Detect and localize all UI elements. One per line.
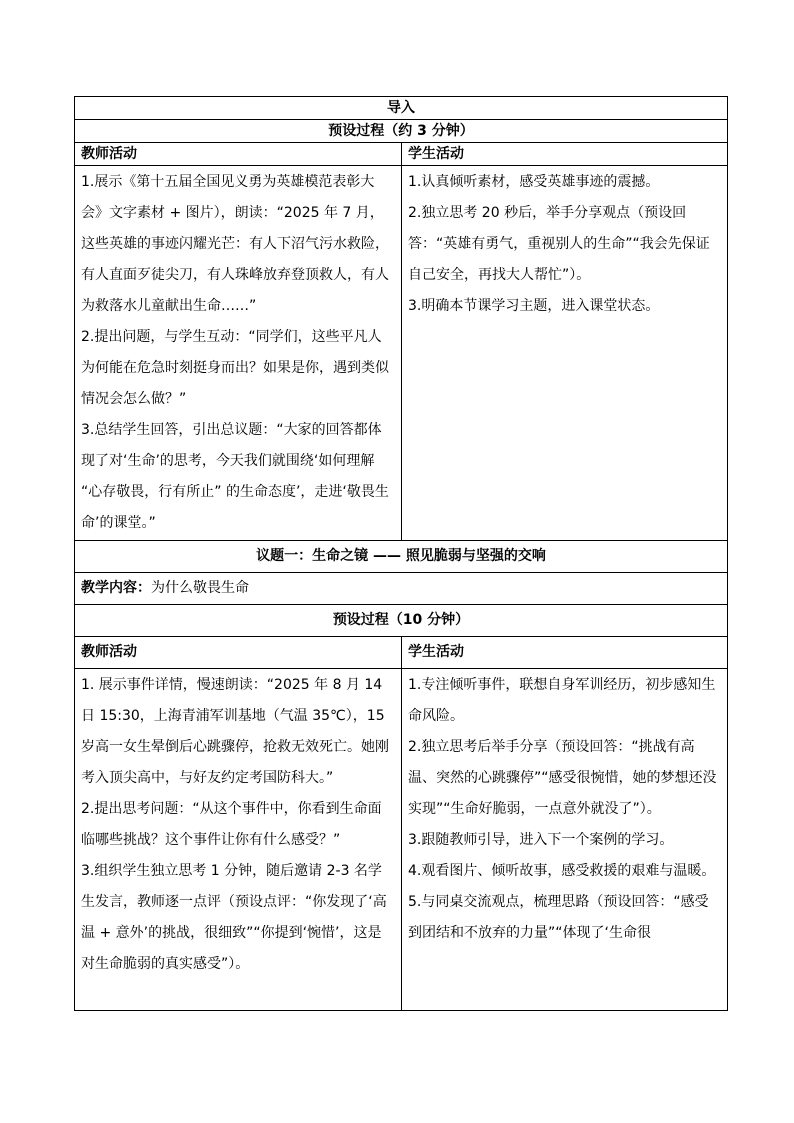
section1-header-row: [75, 637, 728, 669]
section1-student-item: 4.观看图片、倾听故事，感受救援的艰难与温暖。: [408, 863, 716, 879]
section1-title-row: [75, 541, 728, 573]
teaching-content-label: 教学内容：: [81, 580, 151, 596]
section1-teacher-cell: [75, 669, 402, 1011]
section0-teacher-cell: [75, 166, 402, 541]
section1-content-row: [75, 573, 728, 605]
section1-process-row: [75, 605, 728, 637]
section1-student-item: 5.与同桌交流观点，梳理思路（预设回答：“感受到团结和不放弃的力量”“体现了‘生命很: [408, 894, 709, 941]
section1-student-item: 3.跟随教师引导，进入下一个案例的学习。: [408, 832, 674, 848]
section0-teacher-item: 2.提出问题，与学生互动：“同学们，这些平凡人为何能在危急时刻挺身而出？如果是你，遇到类似情况会怎么做？”: [81, 329, 389, 407]
section0-teacher-item: 1.展示《第十五届全国见义勇为英雄模范表彰大会》文字素材 + 图片），朗读：“2025 年 7 月，这些英雄的事迹闪耀光芒：有人下沼气污水救险，有人直面歹徒尖刀，有人珠峰放弃登顶救人，有人为救落水儿童献出生命……”: [81, 174, 389, 314]
section0-student-item: 2.独立思考 20 秒后，举手分享观点（预设回答：“英雄有勇气，重视别人的生命”“我会先保证自己安全，再找大人帮忙”）。: [408, 205, 710, 283]
section0-process: 预设过程（约 3 分钟）: [75, 120, 728, 143]
section1-content-row-activities: [75, 669, 728, 1011]
teaching-content-value: 为什么敬畏生命: [151, 580, 249, 596]
section1-student-header: 学生活动: [402, 637, 728, 669]
section0-teacher-header: 教师活动: [75, 143, 402, 166]
section0-student-cell: [402, 166, 728, 541]
section0-title-row: [75, 97, 728, 120]
section1-process: 预设过程（10 分钟）: [75, 605, 728, 637]
section1-teacher-item: 1. 展示事件详情，慢速朗读：“2025 年 8 月 14 日 15:30，上海青浦军训基地（气温 35℃），15 岁高一女生晕倒后心跳骤停，抢救无效死亡。她刚考入顶尖高中，与好友约定考国防科大。”: [81, 677, 389, 786]
section1-teacher-header: 教师活动: [75, 637, 402, 669]
section1-teacher-item: 3.组织学生独立思考 1 分钟，随后邀请 2-3 名学生发言，教师逐一点评（预设点评：“你发现了‘高温 + 意外’的挑战，很细致”“你提到‘惋惜’，这是对生命脆弱的真实感受”）。: [81, 863, 387, 972]
lesson-plan-table: [74, 96, 728, 1011]
section0-content-row: [75, 166, 728, 541]
section1-student-item: 1.专注倾听事件，联想自身军训经历，初步感知生命风险。: [408, 677, 716, 724]
section0-teacher-item: 3.总结学生回答，引出总议题：“大家的回答都体现了对‘生命’的思考，今天我们就围绕‘如何理解 “心存敬畏，行有所止” 的生命态度’，走进‘敬畏生命’的课堂。”: [81, 422, 389, 531]
section0-header-row: [75, 143, 728, 166]
section0-student-item: 1.认真倾听素材，感受英雄事迹的震撼。: [408, 174, 660, 190]
section0-student-header: 学生活动: [402, 143, 728, 166]
section1-student-item: 2.独立思考后举手分享（预设回答：“挑战有高温、突然的心跳骤停”“感受很惋惜，她的梦想还没实现”“生命好脆弱，一点意外就没了”）。: [408, 739, 717, 817]
section1-teacher-item: 2.提出思考问题：“从这个事件中，你看到生命面临哪些挑战？这个事件让你有什么感受？”: [81, 801, 382, 848]
section1-content-cell: [75, 573, 728, 605]
section0-student-item: 3.明确本节课学习主题，进入课堂状态。: [408, 298, 660, 314]
section0-process-row: [75, 120, 728, 143]
section1-student-cell: [402, 669, 728, 1011]
section0-title: 导入: [75, 97, 728, 120]
section1-title: 议题一：生命之镜 —— 照见脆弱与坚强的交响: [75, 541, 728, 573]
